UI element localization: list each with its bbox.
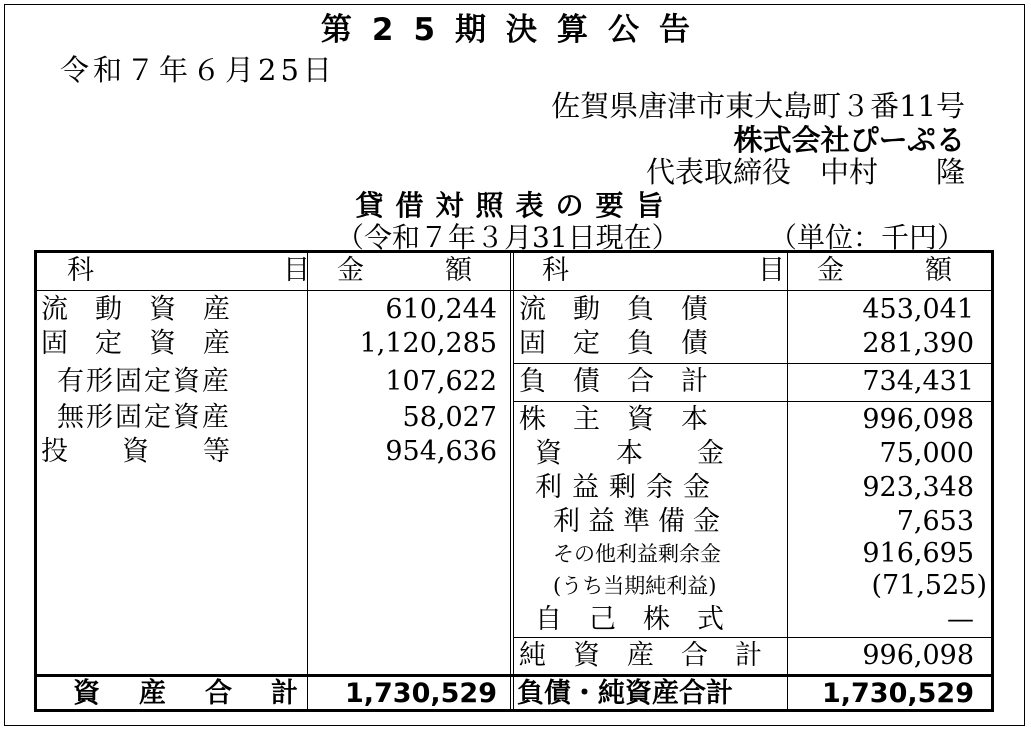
liabilities-total-label: 負債・純資産合計 xyxy=(517,678,733,709)
statement-unit: （単位：千円） xyxy=(768,221,965,254)
header-amount-right: 金 額 xyxy=(817,255,952,286)
balance-sheet-table xyxy=(34,250,994,712)
liabilities-total-value: 1,730,529 xyxy=(821,678,974,709)
liability-label: 固 定 負 債 xyxy=(519,328,708,359)
asset-label: 固 定 資 産 xyxy=(41,328,230,359)
equity-value: (71,525) xyxy=(871,570,987,601)
asset-value: 107,622 xyxy=(385,366,497,397)
equity-label: その他利益剰余金 xyxy=(553,542,721,566)
rule xyxy=(514,363,991,364)
asset-value: 610,244 xyxy=(385,294,497,325)
notice-title: 第25期決算公告 xyxy=(320,12,711,48)
liability-value: 281,390 xyxy=(862,328,974,359)
center-double-rule xyxy=(510,253,514,709)
equity-label: 資 本 金 xyxy=(535,438,724,469)
equity-label: 利益準備金 xyxy=(553,506,728,537)
liability-value: 734,431 xyxy=(862,366,974,397)
equity-value: 75,000 xyxy=(879,438,974,469)
header-item-left: 科 目 xyxy=(67,255,310,286)
asset-label: 有形固定資産 xyxy=(57,366,231,397)
equity-value: 916,695 xyxy=(862,538,974,569)
statement-title: 貸借対照表の要旨 xyxy=(355,189,676,222)
equity-label: 利益剰余金 xyxy=(535,472,720,503)
assets-total-label: 資 産 合 計 xyxy=(73,678,304,709)
rule xyxy=(787,253,788,709)
company-name: 株式会社ぴーぷる xyxy=(733,123,965,157)
asset-label: 流 動 資 産 xyxy=(41,294,230,325)
header-amount-left: 金 額 xyxy=(337,255,472,286)
asset-value: 58,027 xyxy=(402,402,497,433)
equity-label: (うち当期純利益) xyxy=(553,574,717,598)
liability-label: 流 動 負 債 xyxy=(519,294,708,325)
equity-value: 923,348 xyxy=(862,472,974,503)
equity-value: 996,098 xyxy=(862,404,974,435)
asset-label: 無形固定資産 xyxy=(57,402,231,433)
asset-value: 954,636 xyxy=(385,436,497,467)
statement-as-of: （令和７年３月31日現在） xyxy=(336,221,680,254)
equity-label: 自 己 株 式 xyxy=(535,604,724,635)
rule xyxy=(514,637,991,638)
liability-value: 453,041 xyxy=(862,294,974,325)
asset-label: 投 資 等 xyxy=(41,436,230,467)
header-rule xyxy=(37,290,991,291)
equity-value: — xyxy=(947,604,974,635)
liability-label: 負 債 合 計 xyxy=(519,366,708,397)
company-address: 佐賀県唐津市東大島町３番11号 xyxy=(551,89,965,123)
equity-value: 7,653 xyxy=(896,506,974,537)
notice-date: 令和７年６月25日 xyxy=(60,53,336,87)
net-assets-label: 純 資 産 合 計 xyxy=(519,640,762,671)
header-item-right: 科 目 xyxy=(542,255,785,286)
representative: 代表取締役 中村 隆 xyxy=(645,155,965,189)
asset-value: 1,120,285 xyxy=(359,328,497,359)
equity-label: 株 主 資 本 xyxy=(519,404,708,435)
rule xyxy=(307,253,308,709)
assets-total-value: 1,730,529 xyxy=(344,678,497,709)
net-assets-value: 996,098 xyxy=(862,640,974,671)
rule xyxy=(514,401,991,402)
